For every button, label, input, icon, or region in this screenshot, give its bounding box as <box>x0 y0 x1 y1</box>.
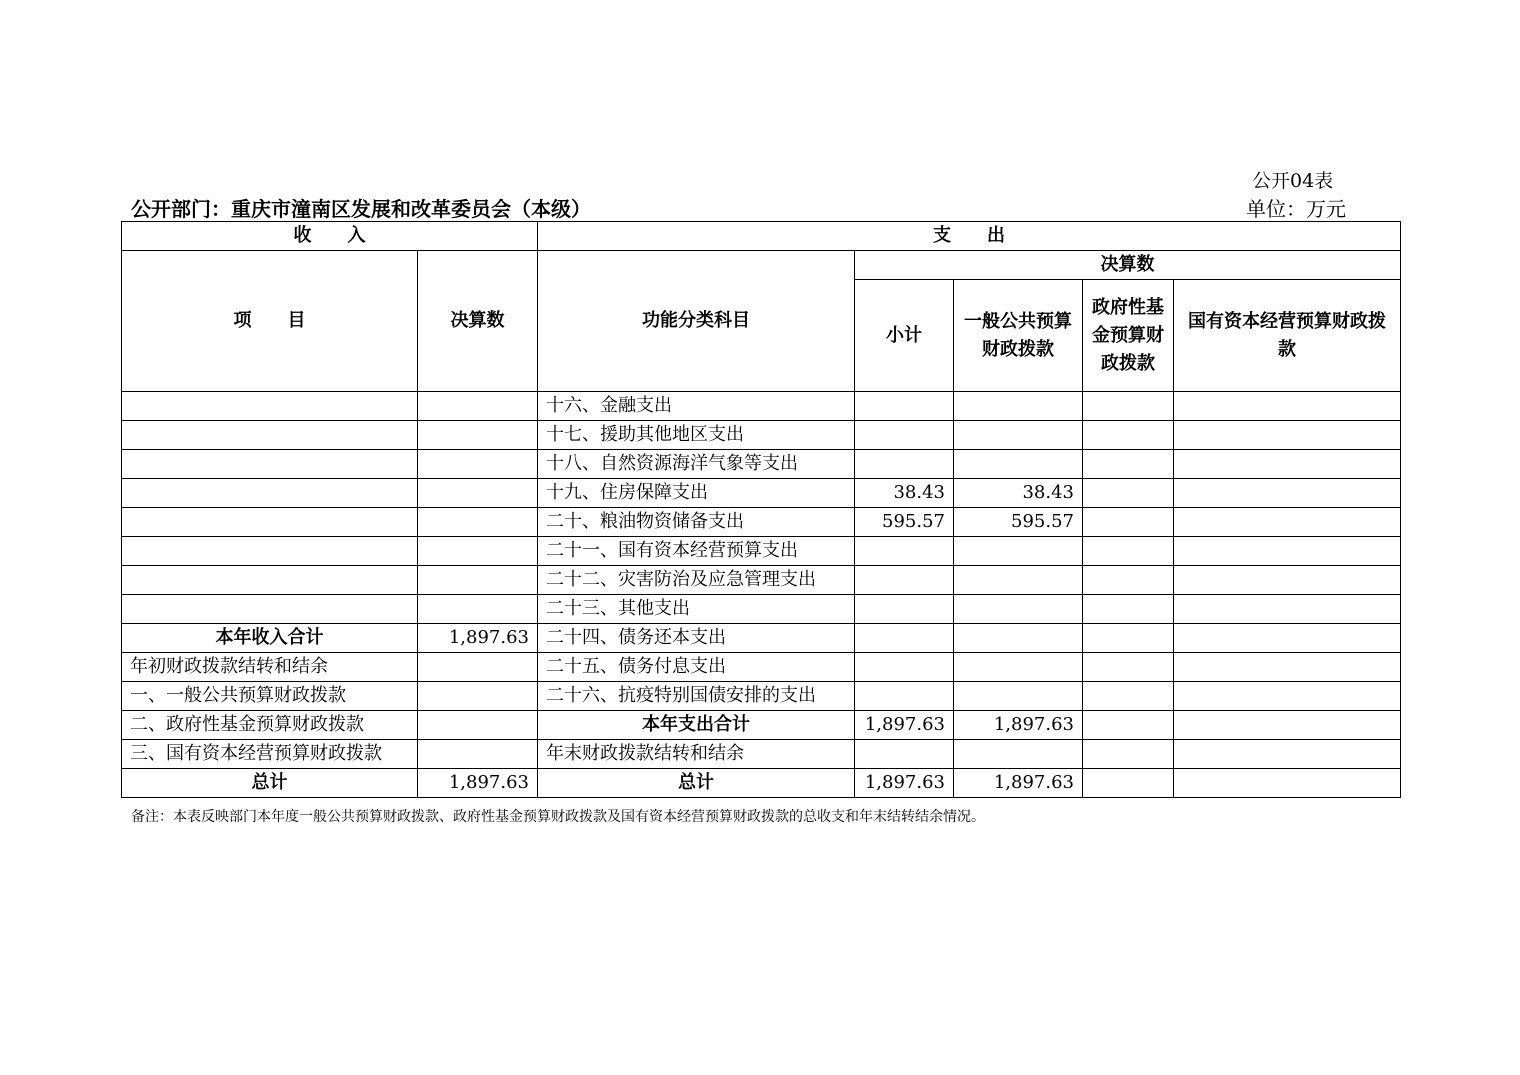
state-capital-cell <box>1174 450 1401 479</box>
subtotal-cell: 38.43 <box>855 479 954 508</box>
general-budget-cell <box>954 653 1083 682</box>
state-capital-cell <box>1174 421 1401 450</box>
function-category-header: 功能分类科目 <box>538 251 855 392</box>
expense-item-cell: 十六、金融支出 <box>538 392 855 421</box>
gov-fund-cell <box>1083 740 1174 769</box>
final-amount-group-header: 决算数 <box>855 251 1401 280</box>
gov-fund-header: 政府性基金预算财政拨款 <box>1083 280 1174 392</box>
state-capital-cell <box>1174 682 1401 711</box>
state-capital-cell <box>1174 624 1401 653</box>
gov-fund-cell <box>1083 769 1174 798</box>
expense-item-cell: 十九、住房保障支出 <box>538 479 855 508</box>
table-row <box>122 421 1401 450</box>
income-item-cell: 一、一般公共预算财政拨款 <box>122 682 418 711</box>
fiscal-appropriation-table <box>121 221 1401 798</box>
subtotal-cell <box>855 392 954 421</box>
expense-header: 支 出 <box>538 222 1401 251</box>
income-amount-cell: 1,897.63 <box>418 624 538 653</box>
state-capital-cell <box>1174 740 1401 769</box>
table-row <box>122 769 1401 798</box>
income-header: 收 入 <box>122 222 538 251</box>
table-row <box>122 682 1401 711</box>
subtotal-cell <box>855 595 954 624</box>
state-capital-cell <box>1174 508 1401 537</box>
income-item-cell <box>122 508 418 537</box>
general-budget-cell: 1,897.63 <box>954 769 1083 798</box>
expense-item-cell: 二十三、其他支出 <box>538 595 855 624</box>
subtotal-cell <box>855 566 954 595</box>
income-amount-cell: 1,897.63 <box>418 769 538 798</box>
income-item-cell: 三、国有资本经营预算财政拨款 <box>122 740 418 769</box>
subtotal-cell: 1,897.63 <box>855 769 954 798</box>
income-item-cell <box>122 421 418 450</box>
subtotal-cell <box>855 653 954 682</box>
gov-fund-cell <box>1083 508 1174 537</box>
gov-fund-cell <box>1083 653 1174 682</box>
gov-fund-cell <box>1083 711 1174 740</box>
department-title: 公开部门：重庆市潼南区发展和改革委员会（本级） <box>131 197 591 221</box>
income-item-cell <box>122 595 418 624</box>
income-amount-cell <box>418 595 538 624</box>
state-capital-cell <box>1174 595 1401 624</box>
income-item-cell: 二、政府性基金预算财政拨款 <box>122 711 418 740</box>
gov-fund-cell <box>1083 479 1174 508</box>
table-row <box>122 711 1401 740</box>
subtotal-cell <box>855 537 954 566</box>
subtotal-cell <box>855 740 954 769</box>
income-item-cell: 年初财政拨款结转和结余 <box>122 653 418 682</box>
table-row <box>122 479 1401 508</box>
state-capital-cell <box>1174 479 1401 508</box>
subtotal-cell <box>855 624 954 653</box>
table-row <box>122 624 1401 653</box>
income-item-cell <box>122 450 418 479</box>
state-capital-header: 国有资本经营预算财政拨款 <box>1174 280 1401 392</box>
general-budget-cell <box>954 537 1083 566</box>
gov-fund-cell <box>1083 392 1174 421</box>
table-row <box>122 595 1401 624</box>
form-id: 公开04表 <box>1252 170 1334 192</box>
income-amount-cell <box>418 566 538 595</box>
unit-label: 单位：万元 <box>1246 197 1346 221</box>
state-capital-cell <box>1174 392 1401 421</box>
income-amount-cell <box>418 537 538 566</box>
general-budget-cell <box>954 595 1083 624</box>
item-header: 项 目 <box>122 251 418 392</box>
income-amount-cell <box>418 392 538 421</box>
general-budget-cell <box>954 421 1083 450</box>
gov-fund-cell <box>1083 450 1174 479</box>
gov-fund-cell <box>1083 595 1174 624</box>
general-budget-cell <box>954 740 1083 769</box>
income-amount-cell <box>418 508 538 537</box>
general-budget-cell: 595.57 <box>954 508 1083 537</box>
general-budget-cell: 38.43 <box>954 479 1083 508</box>
expense-item-cell: 二十一、国有资本经营预算支出 <box>538 537 855 566</box>
subtotal-cell <box>855 682 954 711</box>
income-amount-cell <box>418 450 538 479</box>
expense-item-cell: 十八、自然资源海洋气象等支出 <box>538 450 855 479</box>
expense-item-cell: 年末财政拨款结转和结余 <box>538 740 855 769</box>
table-row <box>122 508 1401 537</box>
final-amount-header: 决算数 <box>418 251 538 392</box>
state-capital-cell <box>1174 711 1401 740</box>
gov-fund-cell <box>1083 421 1174 450</box>
gov-fund-cell <box>1083 624 1174 653</box>
expense-item-cell: 二十六、抗疫特别国债安排的支出 <box>538 682 855 711</box>
subtotal-cell <box>855 421 954 450</box>
table-row <box>122 450 1401 479</box>
general-budget-cell <box>954 450 1083 479</box>
state-capital-cell <box>1174 769 1401 798</box>
general-budget-cell <box>954 624 1083 653</box>
table-row <box>122 392 1401 421</box>
subtotal-cell: 595.57 <box>855 508 954 537</box>
expense-item-cell: 本年支出合计 <box>538 711 855 740</box>
state-capital-cell <box>1174 653 1401 682</box>
income-item-cell <box>122 392 418 421</box>
income-item-cell: 总计 <box>122 769 418 798</box>
general-budget-cell: 1,897.63 <box>954 711 1083 740</box>
gov-fund-cell <box>1083 537 1174 566</box>
income-item-cell <box>122 537 418 566</box>
income-amount-cell <box>418 740 538 769</box>
table-row <box>122 566 1401 595</box>
subtotal-cell: 1,897.63 <box>855 711 954 740</box>
state-capital-cell <box>1174 537 1401 566</box>
expense-item-cell: 二十五、债务付息支出 <box>538 653 855 682</box>
table-row <box>122 740 1401 769</box>
expense-item-cell: 十七、援助其他地区支出 <box>538 421 855 450</box>
state-capital-cell <box>1174 566 1401 595</box>
subtotal-cell <box>855 450 954 479</box>
gov-fund-cell <box>1083 566 1174 595</box>
income-item-cell: 本年收入合计 <box>122 624 418 653</box>
general-budget-cell <box>954 566 1083 595</box>
expense-item-cell: 二十四、债务还本支出 <box>538 624 855 653</box>
expense-item-cell: 总计 <box>538 769 855 798</box>
table-row <box>122 537 1401 566</box>
general-budget-cell <box>954 392 1083 421</box>
general-budget-header: 一般公共预算财政拨款 <box>954 280 1083 392</box>
income-amount-cell <box>418 479 538 508</box>
table-row <box>122 653 1401 682</box>
income-amount-cell <box>418 653 538 682</box>
income-amount-cell <box>418 711 538 740</box>
footnote: 备注：本表反映部门本年度一般公共预算财政拨款、政府性基金预算财政拨款及国有资本经营预算财政拨款的总收支和年末结转结余情况。 <box>131 809 985 825</box>
general-budget-cell <box>954 682 1083 711</box>
income-item-cell <box>122 566 418 595</box>
subtotal-header: 小计 <box>855 280 954 392</box>
income-amount-cell <box>418 682 538 711</box>
expense-item-cell: 二十、粮油物资储备支出 <box>538 508 855 537</box>
expense-item-cell: 二十二、灾害防治及应急管理支出 <box>538 566 855 595</box>
income-item-cell <box>122 479 418 508</box>
gov-fund-cell <box>1083 682 1174 711</box>
income-amount-cell <box>418 421 538 450</box>
